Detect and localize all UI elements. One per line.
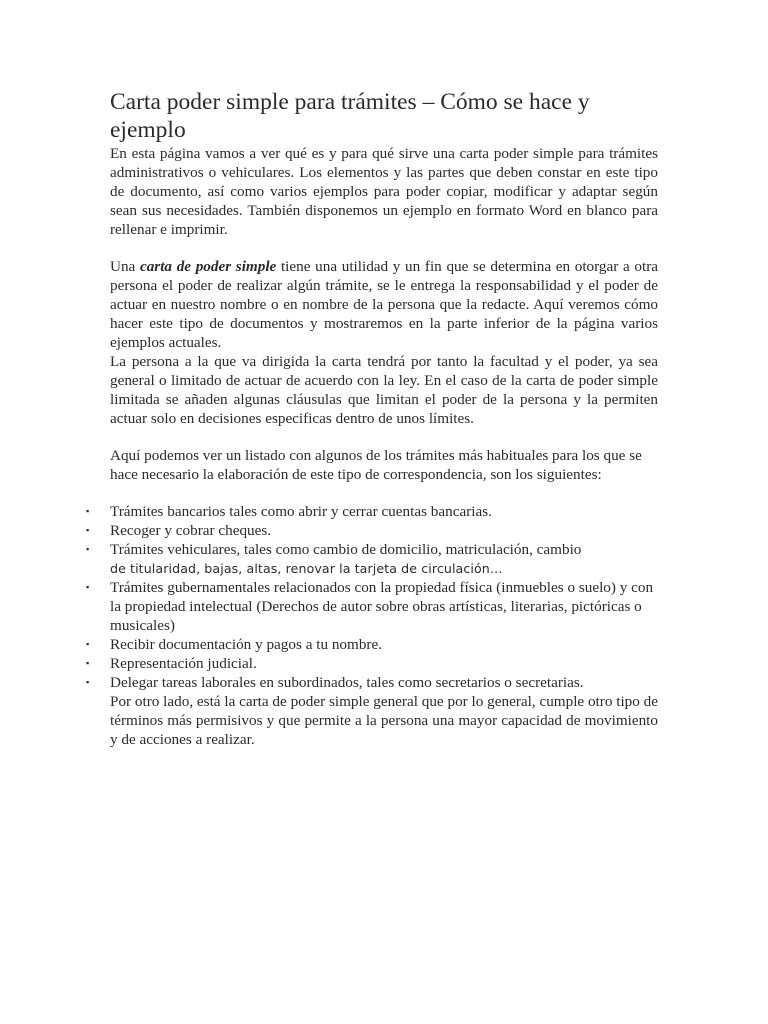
paragraph-gap — [110, 239, 658, 257]
closing-paragraph: Por otro lado, está la carta de poder simple general que por lo general, cumple otro tipo de términos más permisivos y que permite a la persona una mayor capacidad de movimiento y de acciones a realizar. — [110, 693, 658, 748]
list-item-tail: de titularidad, bajas, altas, renovar la tarjeta de circulación… — [110, 561, 503, 576]
bullet-icon: ▪ — [86, 525, 90, 535]
list-item-text: Recibir documentación y pagos a tu nombre. — [110, 636, 383, 653]
bullet-icon: ▪ — [86, 582, 90, 592]
paragraph-gap — [110, 428, 658, 446]
definition-term: carta de poder simple — [139, 258, 277, 275]
document-title: Carta poder simple para trámites – Cómo se hace y ejemplo — [110, 89, 590, 143]
bullet-icon: ▪ — [86, 506, 90, 516]
definition-rest: tiene una utilidad y un fin que se determina en otorgar a otra persona el poder de realizar algún trámite, se le entrega la responsabilidad y el poder de actuar en nuestro nombre o en nombre de la persona que la redacte. Aquí veremos cómo hacer este tipo de documentos y mostraremos en la parte inferior de la página varios ejemplos actuales. — [110, 258, 658, 351]
procedures-list — [86, 502, 658, 692]
list-item-text: Representación judicial. — [110, 655, 257, 672]
list-item-text: Trámites bancarios tales como abrir y cerrar cuentas bancarias. — [110, 503, 492, 520]
intro-paragraph: En esta página vamos a ver qué es y para qué sirve una carta poder simple para trámites administrativos o vehiculares. Los elementos y las partes que deben constar en este tipo de documento, así como varios ejemplos para poder copiar, modificar y adaptar según sean sus necesidades. También disponemos un ejemplo en formato Word en blanco para rellenar e imprimir. — [110, 145, 658, 238]
list-item-text: Trámites gubernamentales relacionados con la propiedad física (inmuebles o suelo) y con la propiedad intelectual (Derechos de autor sobre obras artísticas, literarias, pictóricas o musicales) — [110, 579, 654, 634]
definition-paragraph — [110, 257, 658, 352]
paragraph-gap — [110, 484, 658, 502]
list-item — [86, 673, 658, 692]
list-item — [86, 540, 658, 578]
document-page — [86, 88, 658, 749]
list-intro-paragraph: Aquí podemos ver un listado con algunos de los trámites más habituales para los que se hace necesario la elaboración de este tipo de correspondencia, son los siguientes: — [110, 447, 642, 483]
bullet-icon: ▪ — [86, 677, 90, 687]
list-item-text: Delegar tareas laborales en subordinados, tales como secretarios o secretarias. — [110, 674, 584, 691]
bullet-icon: ▪ — [86, 658, 90, 668]
definition-prefix: Una — [110, 258, 140, 275]
bullet-icon: ▪ — [86, 544, 90, 554]
list-item — [86, 578, 658, 635]
bullet-icon: ▪ — [86, 639, 90, 649]
list-item-text: Recoger y cobrar cheques. — [110, 522, 272, 539]
list-item — [86, 635, 658, 654]
list-item — [86, 502, 658, 521]
list-item — [86, 654, 658, 673]
list-item-text: Trámites vehiculares, tales como cambio de domicilio, matriculación, cambio — [110, 541, 582, 558]
facultad-paragraph: La persona a la que va dirigida la carta tendrá por tanto la facultad y el poder, ya sea general o limitado de actuar de acuerdo con la ley. En el caso de la carta de poder simple limitada se añaden algunas cláusulas que limitan el poder de la persona y la permiten actuar solo en decisiones especificas dentro de unos límites. — [110, 353, 658, 427]
list-item — [86, 521, 658, 540]
